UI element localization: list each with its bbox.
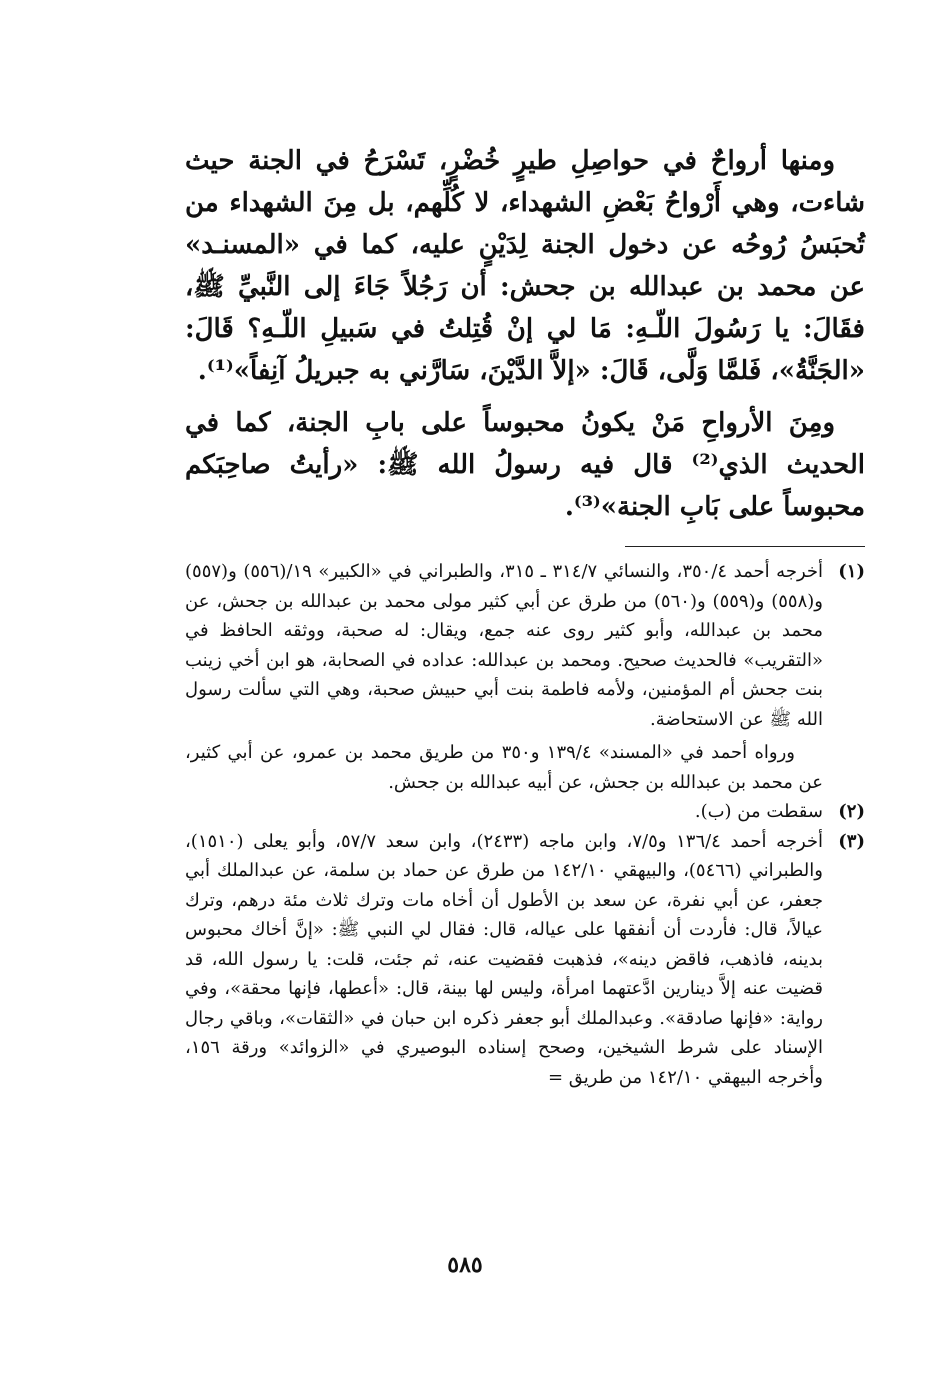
footnote-2 <box>185 797 865 827</box>
footnote-text: أخرجه أحمد ١٣٦/٤ و٧/٥، وابن ماجه (٢٤٣٣)، وابن سعد ٥٧/٧، وأبو يعلى (١٥١٠)، والطبراني (٥٤٦٦)، والبيهقي ١٤٢/١٠ من طرق عن حماد بن سلمة، عن عبدالملك أبي جعفر، عن أبي نفرة، عن سعد بن الأطول أن أخاه مات وترك ثلاث مئة درهم، وترك عيالاً، قال: فأردت أن أنفقها على عياله، قال: فقال لي النبي ﷺ: «إنَّ أخاك محبوس بدينه، فاذهب، فاقض دينه»، فذهبت فقضيت عنه، ثم جئت، قلت: يا رسول الله، قد قضيت عنه إلاَّ دينارين ادَّعتهما امرأة، وليس لها بينة، قال: «أعطها، فإنها محقة»، وفي رواية: «فإنها صادقة». وعبدالملك أبو جعفر ذكره ابن حبان في «الثقات»، وباقي رجال الإسناد على شرط الشيخين، وصحح إسناده البوصيري في «الزوائد» ورقة ١٥٦، وأخرجه البيهقي ١٤٢/١٠ من طريق = <box>185 830 824 1088</box>
page-content <box>185 140 865 1092</box>
footnote-text: أخرجه أحمد ٣٥٠/٤، والنسائي ٣١٤/٧ ـ ٣١٥، والطبراني في «الكبير» ١٩/(٥٥٦) و(٥٥٧) و(٥٥٨) و(٥٥٩) و(٥٦٠) من طرق عن أبي كثير مولى محمد بن عبدالله بن جحش، عن محمد بن عبدالله، وأبو كثير روى عنه جمع، ويقال: له صحبة، ووثقه الحافظ في «التقريب» فالحديث صحيح. ومحمد بن عبدالله: عداده في الصحابة، هو ابن أخي زينب بنت جحش أم المؤمنين، ولأمه فاطمة بنت أبي حبيش صحبة، وهي التي سألت رسول الله ﷺ عن الاستحاضة. <box>185 561 824 730</box>
footnote-number: (١) <box>838 561 865 582</box>
main-paragraph: ومِنَ الأرواحِ مَنْ يكونُ محبوساً على بابِ الجنة، كما في الحديث الذي⁽²⁾ قال فيه رسولُ الله ﷺ: «رأيتُ صاحِبَكم محبوساً على بَابِ الجنة»⁽³⁾. <box>185 408 865 522</box>
page-number: ٥٨٥ <box>447 1252 483 1278</box>
footnote-separator <box>625 546 865 547</box>
footnote-3 <box>185 827 865 1093</box>
footnote-text: سقطت من (ب). <box>694 801 823 822</box>
footnote-1 <box>185 557 865 797</box>
main-text <box>185 140 865 528</box>
footnote-number: (٣) <box>838 830 865 852</box>
footnotes <box>185 557 865 1092</box>
footnote-number: (٢) <box>838 801 865 822</box>
main-paragraph: ومنها أرواحٌ في حواصِلِ طيرٍ خُضْرٍ، تَسْرَحُ في الجنة حيث شاءت، وهي أَرْواحُ بَعْضِ الشهداء، لا كُلِّهم، بل مِنَ الشهداء من تُحبَسُ رُوحُه عن دخول الجنة لِدَيْنٍ عليه، كما في «المسنـد» عن محمد بن عبدالله بن جحش: أن رَجُلاً جَاءَ إلى النَّبيِّ ﷺ، فقَالَ: يا رَسُولَ اللّـهِ: مَا لي إنْ قُتِلتُ في سَبيلِ اللّـهِ؟ قَالَ: «الجَنَّةُ»، فَلمَّا وَلَّى، قَالَ: «إلاَّ الدَّيْنَ، سَارَّني به جبريلُ آنِفاً»⁽¹⁾. <box>185 146 865 386</box>
footnote-text: ورواه أحمد في «المسند» ١٣٩/٤ و٣٥٠ من طريق محمد بن عمرو، عن أبي كثير، عن محمد بن عبدالله بن جحش، عن أبيه عبدالله بن جحش. <box>185 742 823 793</box>
